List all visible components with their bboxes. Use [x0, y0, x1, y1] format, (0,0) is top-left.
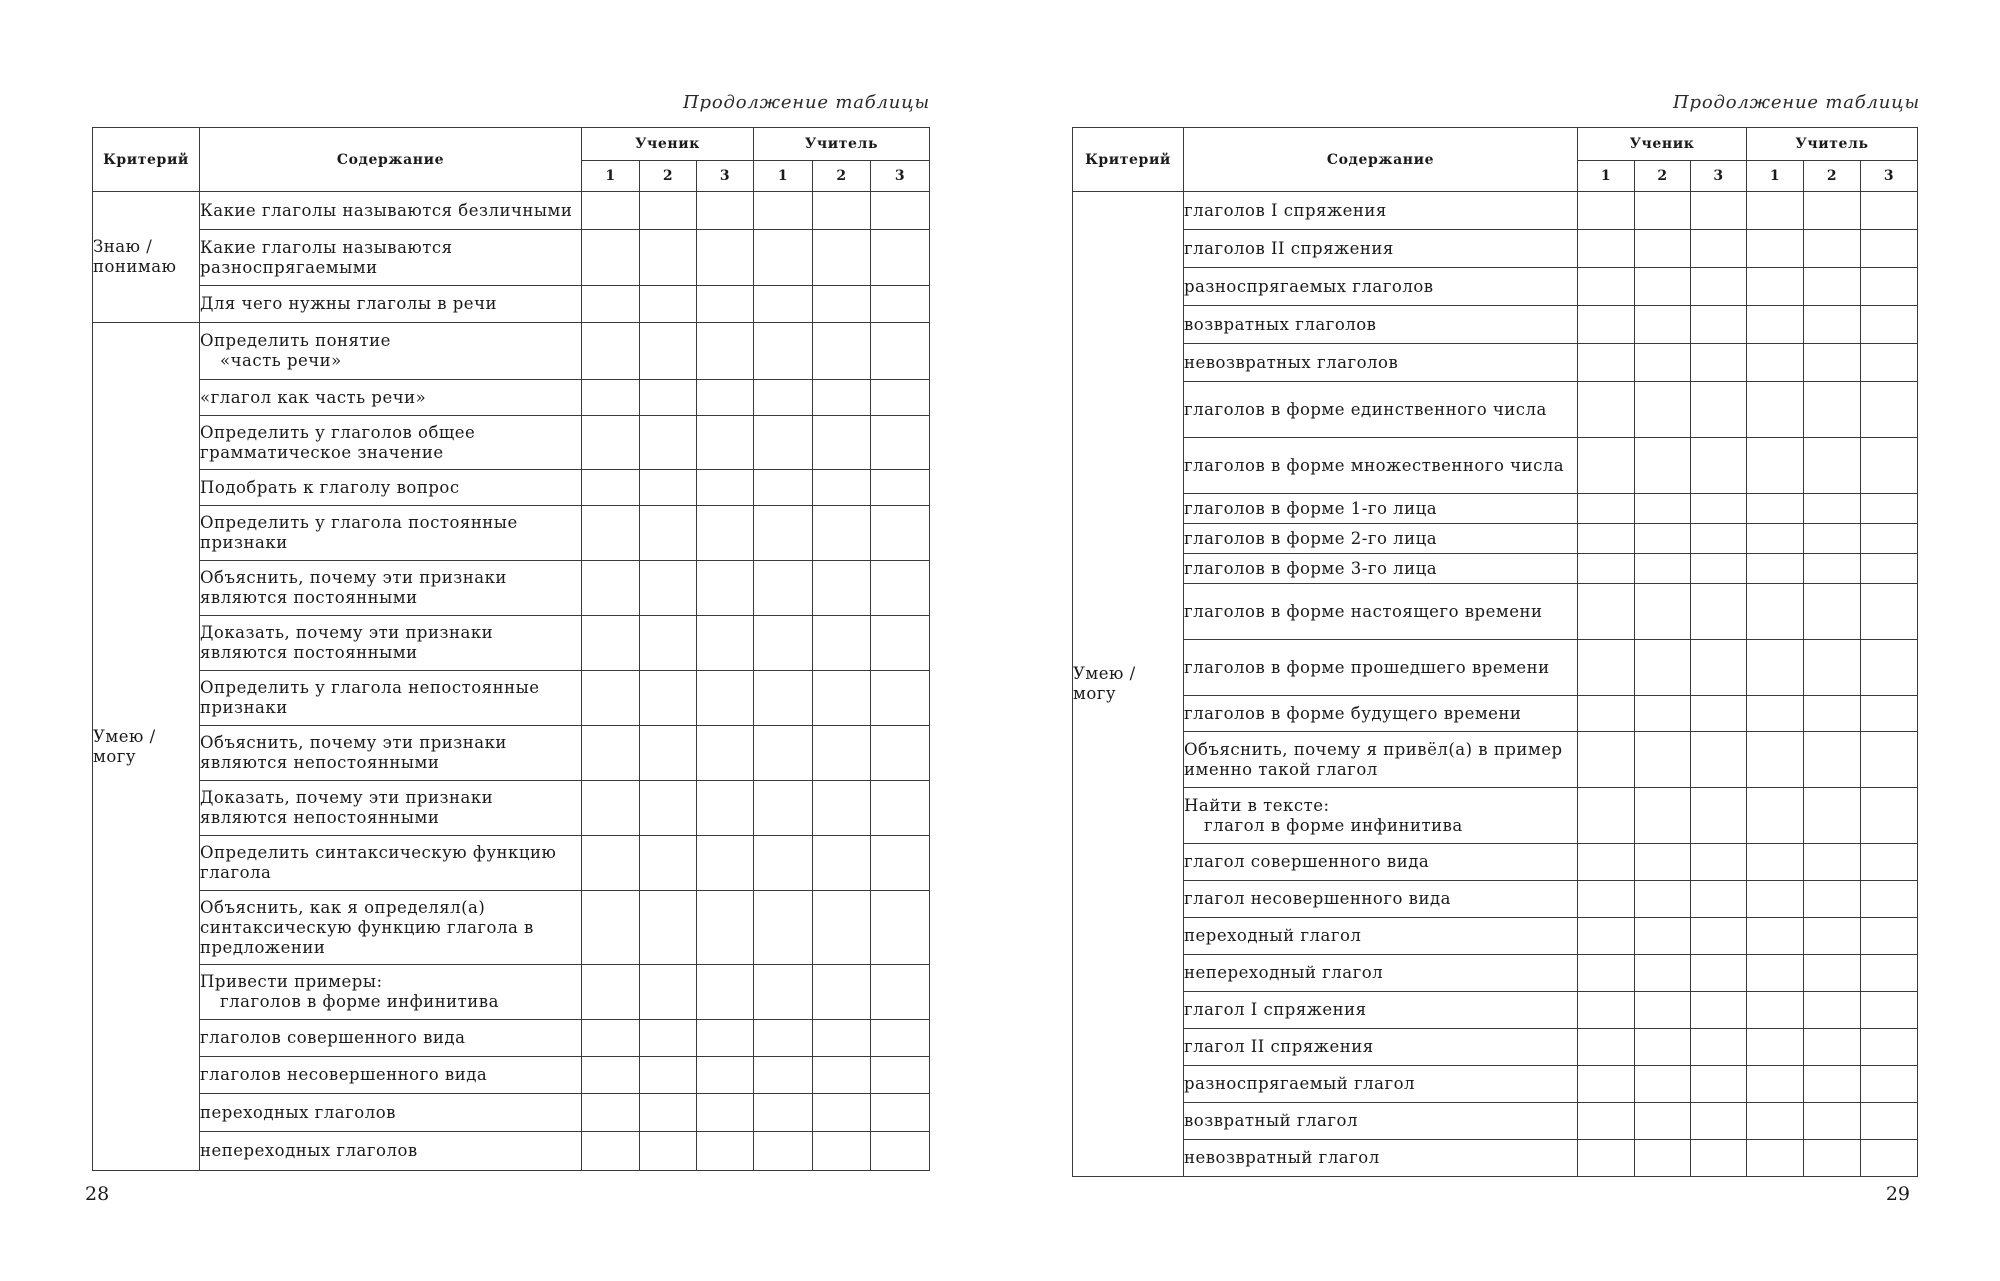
content-cell: глаголов в форме настоящего времени: [1184, 584, 1578, 640]
continued-caption: Продолжение таблицы: [683, 92, 930, 113]
content-cell: Объяснить, как я определял(а) синтаксическую функцию глагола в предложении: [200, 891, 582, 965]
content-cell: Подобрать к глаголу вопрос: [200, 470, 582, 506]
continued-caption: Продолжение таблицы: [1673, 92, 1920, 113]
content-cell: глагол несовершенного вида: [1184, 881, 1578, 918]
left-page: [0, 0, 990, 1281]
col-header: 1: [1578, 161, 1635, 192]
col-header: 2: [1804, 161, 1861, 192]
header-teacher: Учитель: [1747, 128, 1918, 161]
content-cell: Определить у глагола постоянные признаки: [200, 506, 582, 561]
page-number: 29: [1885, 1183, 1910, 1205]
content-cell: разноспрягаемый глагол: [1184, 1066, 1578, 1103]
col-header: 3: [1861, 161, 1918, 192]
criterion-cell: Умею / могу: [93, 323, 200, 1171]
content-cell: глаголов в форме 1-го лица: [1184, 494, 1578, 524]
header-content: Содержание: [200, 128, 582, 192]
content-cell: переходных глаголов: [200, 1094, 582, 1132]
self-assessment-table: [1072, 127, 1918, 1177]
content-line: глаголов в форме инфинитива: [220, 992, 499, 1011]
content-cell: глаголов в форме 3-го лица: [1184, 554, 1578, 584]
content-cell: Для чего нужны глаголы в речи: [200, 286, 582, 323]
content-cell: разноспрягаемых глаголов: [1184, 268, 1578, 306]
criterion-cell: Знаю / понимаю: [93, 192, 200, 323]
content-cell: глаголов совершенного вида: [200, 1020, 582, 1057]
content-cell: Объяснить, почему я привёл(а) в пример именно такой глагол: [1184, 732, 1578, 788]
col-header: 2: [640, 161, 697, 192]
col-header: 1: [754, 161, 813, 192]
header-criterion: Критерий: [93, 128, 200, 192]
content-cell: глаголов II спряжения: [1184, 230, 1578, 268]
content-cell: глагол совершенного вида: [1184, 844, 1578, 881]
col-header: 3: [871, 161, 930, 192]
content-cell: переходный глагол: [1184, 918, 1578, 955]
content-cell: Определить синтаксическую функцию глагола: [200, 836, 582, 891]
content-cell: глаголов в форме множественного числа: [1184, 438, 1578, 494]
header-teacher: Учитель: [754, 128, 930, 161]
header-criterion: Критерий: [1073, 128, 1184, 192]
content-cell: невозвратных глаголов: [1184, 344, 1578, 382]
content-cell: [200, 965, 582, 1020]
content-cell: глагол II спряжения: [1184, 1029, 1578, 1066]
content-cell: невозвратный глагол: [1184, 1140, 1578, 1177]
content-cell: «глагол как часть речи»: [200, 380, 582, 416]
content-cell: глаголов в форме прошедшего времени: [1184, 640, 1578, 696]
col-header: 2: [813, 161, 871, 192]
content-cell: Объяснить, почему эти признаки являются непостоянными: [200, 726, 582, 781]
col-header: 1: [1747, 161, 1804, 192]
self-assessment-table: [92, 127, 930, 1171]
content-cell: глаголов в форме 2-го лица: [1184, 524, 1578, 554]
content-cell: Какие глаголы называются безличными: [200, 192, 582, 230]
criterion-cell: Умею / могу: [1073, 192, 1184, 1177]
content-cell: глагол I спряжения: [1184, 992, 1578, 1029]
content-line: Привести примеры:: [200, 972, 383, 991]
content-cell: возвратный глагол: [1184, 1103, 1578, 1140]
content-cell: глаголов в форме будущего времени: [1184, 696, 1578, 732]
content-cell: [1184, 788, 1578, 844]
content-cell: непереходных глаголов: [200, 1132, 582, 1171]
col-header: 3: [1691, 161, 1747, 192]
content-cell: возвратных глаголов: [1184, 306, 1578, 344]
col-header: 2: [1635, 161, 1691, 192]
col-header: 1: [582, 161, 640, 192]
content-cell: [200, 323, 582, 380]
content-cell: Объяснить, почему эти признаки являются постоянными: [200, 561, 582, 616]
header-student: Ученик: [1578, 128, 1747, 161]
content-cell: Определить у глаголов общее грамматическое значение: [200, 416, 582, 470]
content-cell: глаголов I спряжения: [1184, 192, 1578, 230]
header-content: Содержание: [1184, 128, 1578, 192]
content-line: «часть речи»: [220, 351, 342, 370]
col-header: 3: [697, 161, 754, 192]
content-cell: глаголов в форме единственного числа: [1184, 382, 1578, 438]
content-cell: Доказать, почему эти признаки являются непостоянными: [200, 781, 582, 836]
content-line: Найти в тексте:: [1184, 795, 1330, 815]
content-cell: Определить у глагола непостоянные признаки: [200, 671, 582, 726]
content-line: Определить понятие: [200, 331, 391, 350]
header-student: Ученик: [582, 128, 754, 161]
content-cell: непереходный глагол: [1184, 955, 1578, 992]
content-cell: Доказать, почему эти признаки являются постоянными: [200, 616, 582, 671]
content-line: глагол в форме инфинитива: [1204, 815, 1463, 835]
content-cell: глаголов несовершенного вида: [200, 1057, 582, 1094]
right-page: [1000, 0, 2000, 1281]
page-number: 28: [85, 1183, 110, 1205]
content-cell: Какие глаголы называются разноспрягаемыми: [200, 230, 582, 286]
